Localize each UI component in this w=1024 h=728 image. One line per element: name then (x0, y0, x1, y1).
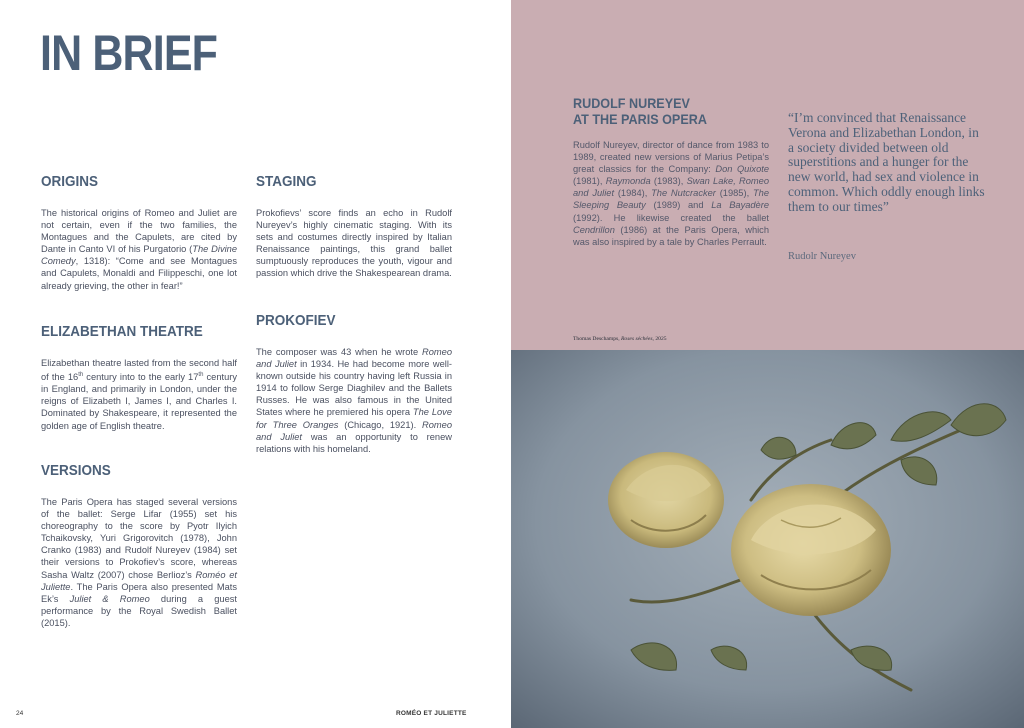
photo-caption: Thomas Deschamps, Roses séchées, 2025 (573, 336, 667, 342)
page-title: IN BRIEF (40, 25, 218, 81)
dried-roses-photo (511, 350, 1024, 728)
elizabethan-heading: ELIZABETHAN THEATRE (41, 323, 203, 340)
elizabethan-text: Elizabethan theatre lasted from the second half of the 16th century into to the early 17th century in England, and primarily in London, under the reigns of Elizabeth I, James I, and Charles I. Dominated by Shakespeare, it represented the golden age of English theatre. (41, 358, 237, 431)
prokofiev-heading: PROKOFIEV (256, 312, 336, 329)
staging-heading: STAGING (256, 173, 317, 190)
origins-heading: ORIGINS (41, 173, 99, 190)
versions-text: The Paris Opera has staged several versions of the ballet: Serge Lifar (1955) set his choreography to the score by Pyotr Ilyich Tchaikovsky, Yuri Grigorovitch (1978), John Cranko (1983) and Rudolf Nureyev (1984) set their versions to Prokofiev’s score, whereas Sasha Waltz (2007) chose Berlioz’s Roméo et Juliette. The Paris Opera also presented Mats Ek’s Juliet & Romeo during a guest performance by the Royal Swedish Ballet (2015). (41, 497, 237, 628)
dried-roses-illustration (511, 350, 1024, 728)
versions-heading: VERSIONS (41, 462, 111, 479)
pull-quote: “I’m convinced that Renaissance Verona and Elizabethan London, in a society divided between old superstitions and a hunger for the new world, had sex and violence in common. Which oddly enough links them to our times” (788, 110, 985, 214)
nureyev-heading-line2: AT THE PARIS OPERA (573, 111, 707, 127)
section-staging (256, 174, 452, 280)
section-prokofiev (256, 313, 452, 455)
nureyev-text: Rudolf Nureyev, director of dance from 1983 to 1989, created new versions of Marius Petipa’s great classics for the Company: Don Quixote (1981), Raymonda (1983), Swan Lake, Romeo and Juliet (1984), The Nutcracker (1985), The Sleeping Beauty (1989) and La Bayadère (1992). He likewise created the ballet Cendrillon (1986) at the Paris Opera, which was also inspired by a tale by Charles Perrault. (573, 140, 770, 247)
section-elizabethan-theatre (41, 324, 237, 432)
quote-author: Rudolr Nureyev (788, 251, 856, 262)
running-title: ROMÉO ET JULIETTE (396, 710, 467, 717)
nureyev-heading (573, 95, 707, 127)
page-number: 24 (16, 710, 24, 717)
section-origins (41, 174, 237, 292)
prokofiev-text: The composer was 43 when he wrote Romeo and Juliet in 1934. He had become more well-known outside his country having left Russia in 1914 to follow Serge Diaghilev and the Ballets Russes. He was also famous in the United States where he premiered his opera The Love for Three Oranges (Chicago, 1921). Romeo and Juliet was an opportunity to renew relations with his homeland. (256, 347, 452, 454)
section-versions (41, 463, 237, 629)
staging-text: Prokofievs’ score finds an echo in Rudolf Nureyev’s highly cinematic staging. With its sets and costumes directly inspired by Italian Renaissance paintings, this grand ballet sumptuously reproduces the youth, vigour and passion which drive the Shakespearean drama. (256, 208, 452, 279)
nureyev-heading-line1: RUDOLF NUREYEV (573, 95, 690, 111)
origins-text: The historical origins of Romeo and Juliet are not certain, even if the two families, the Montagues and the Capulets, are cited by Dante in Canto VI of his Purgatorio (The Divine Comedy, 1318): “Come and see Montagues and Capulets, Monaldi and Filippeschi, one lot already grieving, the other in fear!” (41, 208, 237, 291)
